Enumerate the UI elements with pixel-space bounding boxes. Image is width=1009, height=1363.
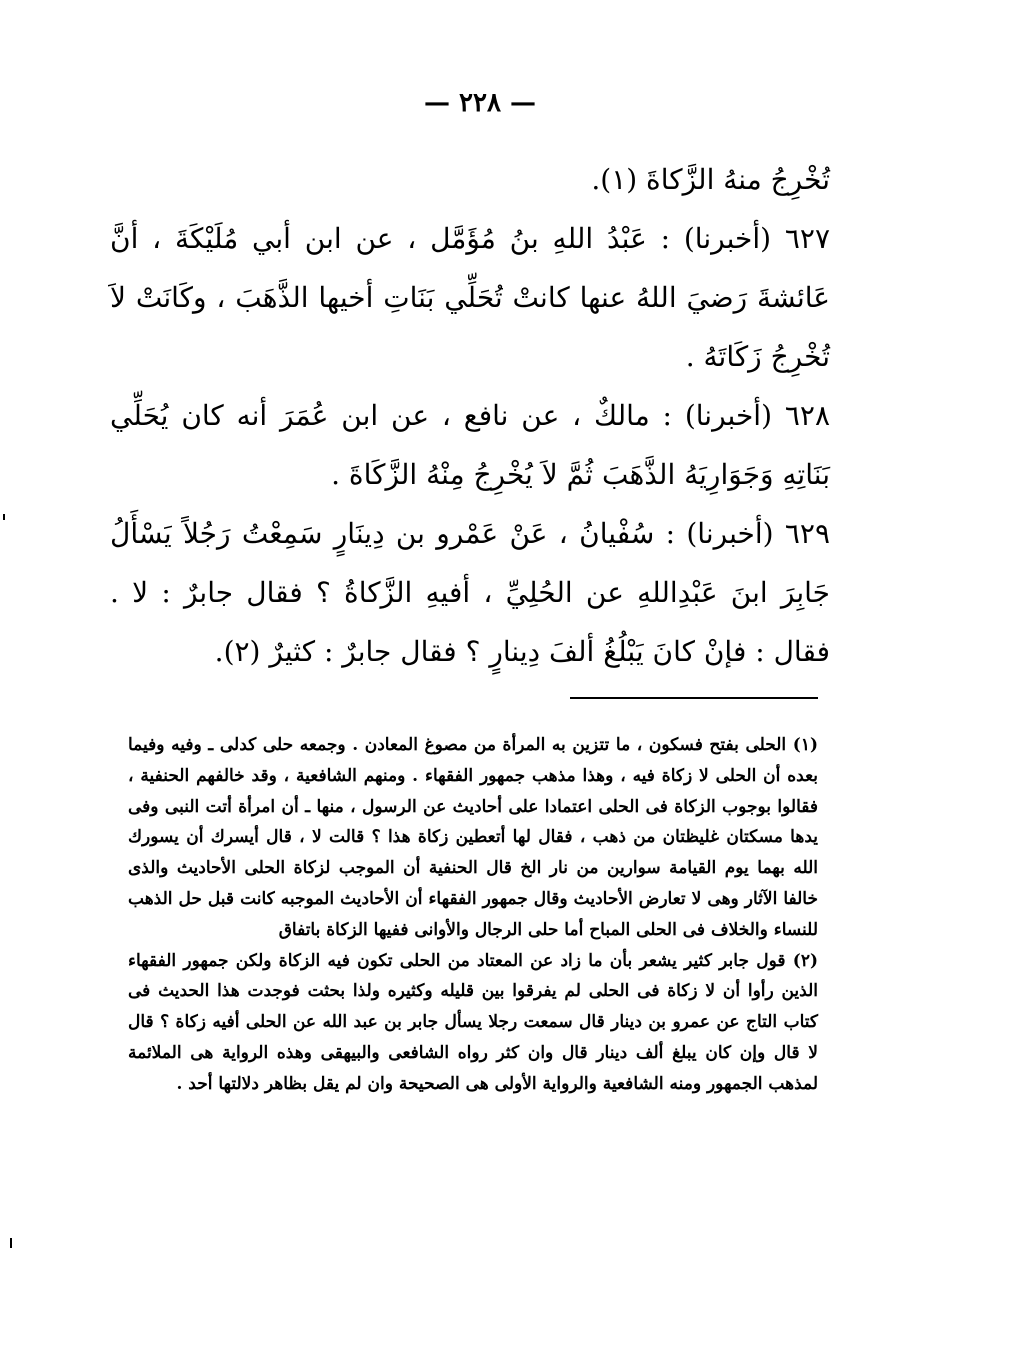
hadith-text: (أخبرنا) : مالكٌ ، عن نافع ، عن ابن عُمَرَ أنه كان يُحَلِّي بَنَاتِهِ وَجَوَارِيَهُ الذَّهَبَ ثُمَّ لاَ يُخْرِجُ مِنْهُ الزَّكَاةَ . <box>110 399 830 491</box>
hadith-number: ٦٢٨ <box>784 399 831 432</box>
hadith-number: ٦٢٧ <box>784 222 830 255</box>
page-number: — ٢٢٨ — <box>423 88 537 118</box>
hadith-628 <box>110 386 830 504</box>
hadith-text: (أخبرنا) : سُفْيانُ ، عَنْ عَمْرو بن دِينَارٍ سَمِعْتُ رَجُلاً يَسْأَلُ جَابِرَ ابنَ عَبْدِاللهِ عن الحُلِيِّ ، أفيهِ الزَّكاةُ ؟ فقال جابرٌ : لا . فقال : فإنْ كانَ يَبْلُغُ ألفَ دِينارٍ ؟ فقال جابرٌ : كثيرٌ (٢). <box>110 517 830 668</box>
scan-edge-mark <box>10 1238 12 1248</box>
footnotes <box>128 730 818 1100</box>
hadith-627 <box>110 209 830 386</box>
footnote-separator <box>570 697 818 699</box>
scan-edge-mark <box>3 514 5 520</box>
hadith-number: ٦٢٩ <box>784 517 830 550</box>
footnote-2: (٢) قول جابر كثير يشعر بأن ما زاد عن المعتاد من الحلى تكون فيه الزكاة ولكن جمهور الفقهاء الذين رأوا أن لا زكاة فى الحلى لم يفرقوا بين قليله وكثيره ولذا بحثت فوجدت هذا الحديث فى كتاب التاج عن عمرو بن دينار قال سمعت رجلا يسأل جابر بن عبد الله عن الحلى أفيه زكاة ؟ قال لا قال وإن كان يبلغ ألف دينار قال وان كثر رواه الشافعى والبيهقى وهذه الرواية هى الملائمة لمذهب الجمهور ومنه الشافعية والرواية الأولى هى الصحيحة وان لم يقل بظاهر دلالتها أحد . <box>128 950 818 1094</box>
footnote-1: (١) الحلى بفتح فسكون ، ما تتزين به المرأة من مصوغ المعادن . وجمعه حلى كدلى ـ وفيه وفيما بعده أن الحلى لا زكاة فيه ، وهذا مذهب جمهور الفقهاء . ومنهم الشافعية ، وقد خالفهم الحنفية ، فقالوا بوجوب الزكاة فى الحلى اعتمادا على أحاديث عن الرسول ، منها ـ أن امرأة أتت النبى وفى يدها مسكتان غليظتان من ذهب ، فقال لها أتعطين زكاة هذا ؟ قالت لا ، قال أيسرك أن يسورك الله بهما يوم القيامة سوارين من نار الخ قال الحنفية أن الموجب لزكاة الحلى الأحاديث والذى خالفا الآثار وهى لا تعارض الأحاديث وقال جمهور الفقهاء أن الأحاديث الموجبه كانت قبل حل الذهب للنساء والخلاف فى الحلى المباح أما حلى الرجال والأوانى ففيها الزكاة باتفاق <box>128 735 818 940</box>
hadith-text: (أخبرنا) : عَبْدُ اللهِ بنُ مُؤَمَّل ، عن ابن أبي مُلَيْكَةَ ، أنَّ عَائشةَ رَضيَ اللهُ عنها كانتْ تُحَلِّي بَنَاتِ أخيها الذَّهَبَ ، وكَانَتْ لاَ تُخْرِجُ زَكَاتَهُ . <box>110 222 830 373</box>
hadith-629 <box>110 504 830 681</box>
main-text <box>110 150 830 681</box>
continuation-line: تُخْرِجُ منهُ الزَّكاةَ (١). <box>591 163 830 196</box>
